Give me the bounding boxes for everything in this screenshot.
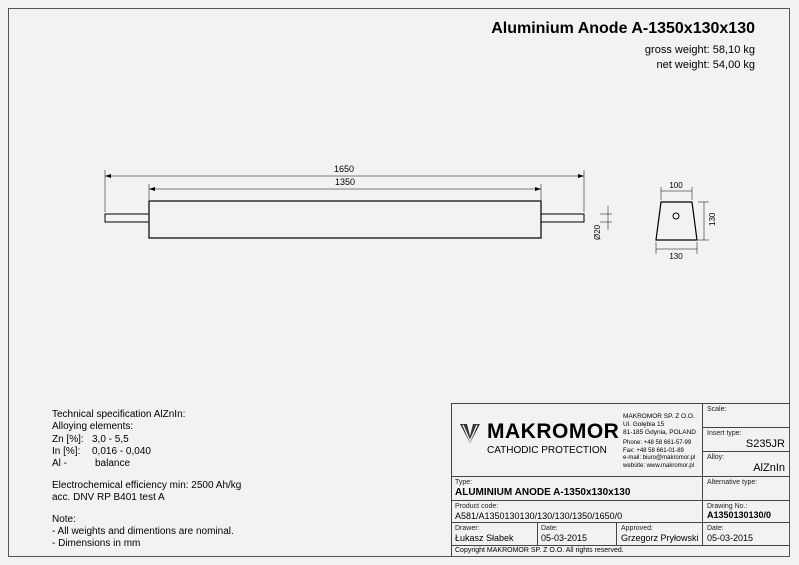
drawing-no-label: Drawing No.: (707, 503, 748, 510)
insert-label: Insert type: (707, 430, 742, 437)
company-website: website: www.makromor.pl (623, 462, 695, 469)
dim-body: 1350 (334, 177, 356, 187)
approved-label: Approved: (621, 525, 653, 532)
company-phone: Phone: +48 58 661-57-99 (623, 440, 692, 446)
note-title: Note: (52, 514, 76, 525)
dim-core: Ø20 (593, 224, 602, 240)
dim-height: 130 (708, 212, 717, 226)
brand-name: MAKROMOR (487, 420, 620, 443)
company-contact (623, 440, 695, 470)
dim-overall: 1650 (333, 164, 355, 174)
alt-type-label: Alternative type: (707, 479, 758, 486)
note-item: - Dimensions in mm (52, 538, 141, 549)
drawer-value: Łukasz Słabek (455, 533, 514, 543)
spec-alloying: Alloying elements: (52, 421, 134, 432)
brand-subtitle: CATHODIC PROTECTION (487, 445, 607, 456)
drawing-no-value: A1350130130/0 (707, 510, 772, 520)
company-email: e-mail: biuro@makromor.pl (623, 455, 696, 461)
note-item: - All weights and dimentions are nominal. (52, 526, 234, 537)
copyright: Copyright MAKROMOR SP. Z O.O. All rights reserved. (455, 547, 624, 554)
approved-value: Grzegorz Pryłowski (621, 533, 699, 543)
drawing-title: Aluminium Anode A-1350x130x130 (491, 20, 755, 37)
drawer-date-value: 05-03-2015 (541, 533, 588, 543)
company-street: Ul. Gołębia 15 (623, 421, 665, 428)
company-city: 81-185 Gdynia, POLAND (623, 429, 696, 436)
spec-test: acc. DNV RP B401 test A (52, 492, 165, 503)
spec-heading: Technical specification AlZnIn: (52, 409, 186, 420)
alloy-label: Alloy: (707, 454, 725, 461)
dim-top: 100 (669, 181, 683, 190)
spec-row-el: Al - (52, 458, 67, 469)
spec-efficiency: Electrochemical efficiency min: 2500 Ah/kg (52, 480, 242, 491)
product-code-value: A581/A1350130130/130/130/1350/1650/0 (455, 511, 623, 521)
drawer-label: Drawer: (455, 525, 480, 532)
approved-date-label: Date: (707, 525, 724, 532)
spec-row-val: balance (95, 458, 131, 469)
company-address (623, 413, 696, 437)
spec-row-el: Zn [%]: (52, 434, 84, 445)
insert-value: S235JR (745, 438, 785, 450)
spec-row-val: 3,0 - 5,5 (92, 434, 129, 445)
scale-label: Scale: (707, 406, 727, 413)
type-value: ALUMINIUM ANODE A-1350x130x130 (455, 487, 631, 498)
makromor-logo-icon (458, 421, 482, 445)
approved-date-value: 05-03-2015 (707, 533, 754, 543)
company-fax: Fax: +48 58 661-01-89 (623, 447, 684, 454)
spec-row-el: In [%]: (52, 446, 81, 457)
title-block (451, 403, 789, 557)
type-label: Type: (455, 479, 473, 486)
spec-row-val: 0,016 - 0,040 (92, 446, 151, 457)
dim-bottom: 130 (669, 252, 683, 261)
alloy-value: AlZnIn (753, 462, 785, 474)
net-weight: net weight: 54,00 kg (656, 59, 755, 71)
gross-weight: gross weight: 58,10 kg (644, 44, 755, 56)
drawer-date-label: Date: (541, 525, 558, 532)
product-code-label: Product code: (455, 503, 499, 510)
company-name: MAKROMOR SP. Z O.O. (623, 413, 695, 420)
